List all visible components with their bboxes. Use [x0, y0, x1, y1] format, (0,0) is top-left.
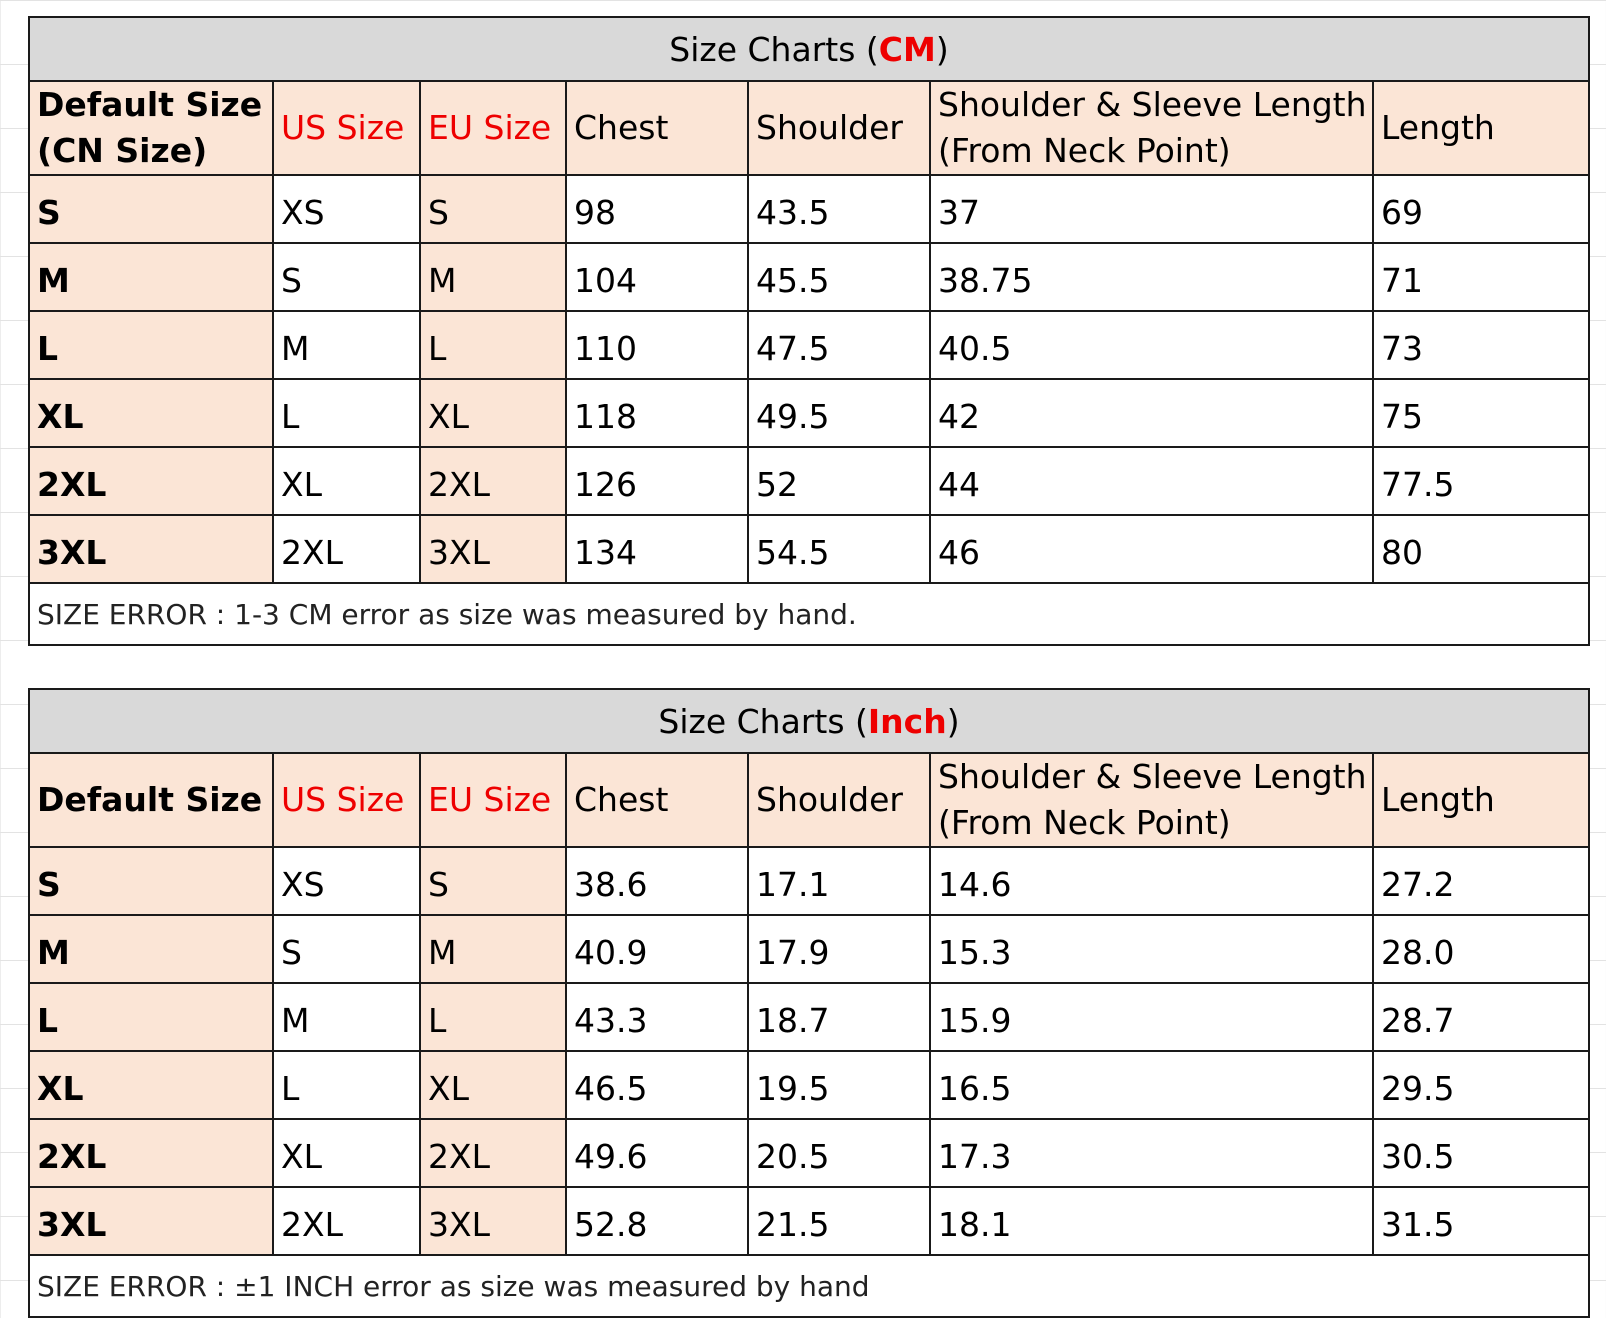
cell-default-size: XL	[29, 1051, 273, 1119]
cell-us-size: XL	[273, 447, 420, 515]
table-row	[29, 175, 1589, 243]
header-sleeve-length: Shoulder & Sleeve Length (From Neck Point)	[930, 753, 1373, 847]
cell-eu-size: L	[420, 983, 566, 1051]
cell-us-size: S	[273, 915, 420, 983]
cell-length: 27.2	[1373, 847, 1589, 915]
header-eu-size: EU Size	[420, 753, 566, 847]
table-row	[29, 1187, 1589, 1255]
cell-us-size: M	[273, 311, 420, 379]
cell-sleeve-length: 16.5	[930, 1051, 1373, 1119]
cell-shoulder: 18.7	[748, 983, 930, 1051]
cell-chest: 134	[566, 515, 748, 583]
cell-us-size: XS	[273, 847, 420, 915]
cell-length: 30.5	[1373, 1119, 1589, 1187]
cell-eu-size: 2XL	[420, 447, 566, 515]
cell-chest: 126	[566, 447, 748, 515]
cell-sleeve-length: 17.3	[930, 1119, 1373, 1187]
cell-sleeve-length: 18.1	[930, 1187, 1373, 1255]
note-row	[29, 583, 1589, 645]
table-row	[29, 379, 1589, 447]
cell-length: 28.0	[1373, 915, 1589, 983]
header-length: Length	[1373, 81, 1589, 175]
cell-eu-size: S	[420, 175, 566, 243]
header-chest: Chest	[566, 81, 748, 175]
cell-shoulder: 45.5	[748, 243, 930, 311]
cell-chest: 110	[566, 311, 748, 379]
header-shoulder: Shoulder	[748, 753, 930, 847]
cell-default-size: S	[29, 175, 273, 243]
cell-us-size: L	[273, 379, 420, 447]
cell-shoulder: 43.5	[748, 175, 930, 243]
cell-chest: 46.5	[566, 1051, 748, 1119]
table-row	[29, 515, 1589, 583]
cell-sleeve-length: 15.3	[930, 915, 1373, 983]
table-row	[29, 1119, 1589, 1187]
header-eu-size: EU Size	[420, 81, 566, 175]
cell-us-size: L	[273, 1051, 420, 1119]
header-row	[29, 753, 1589, 847]
cell-eu-size: XL	[420, 379, 566, 447]
cell-us-size: S	[273, 243, 420, 311]
cell-shoulder: 54.5	[748, 515, 930, 583]
cell-length: 69	[1373, 175, 1589, 243]
cell-sleeve-length: 38.75	[930, 243, 1373, 311]
table-row	[29, 1051, 1589, 1119]
cell-us-size: 2XL	[273, 515, 420, 583]
header-default-size: Default Size	[29, 753, 273, 847]
cell-chest: 49.6	[566, 1119, 748, 1187]
cell-length: 28.7	[1373, 983, 1589, 1051]
cell-default-size: XL	[29, 379, 273, 447]
table-row	[29, 847, 1589, 915]
header-us-size: US Size	[273, 81, 420, 175]
header-chest: Chest	[566, 753, 748, 847]
cell-sleeve-length: 14.6	[930, 847, 1373, 915]
header-us-size: US Size	[273, 753, 420, 847]
note-row	[29, 1255, 1589, 1317]
cell-eu-size: M	[420, 243, 566, 311]
cell-sleeve-length: 44	[930, 447, 1373, 515]
size-error-note: SIZE ERROR : ±1 INCH error as size was measured by hand	[29, 1255, 1589, 1317]
size-chart-inch	[28, 688, 1590, 1318]
cell-sleeve-length: 46	[930, 515, 1373, 583]
cell-eu-size: 3XL	[420, 1187, 566, 1255]
cell-length: 71	[1373, 243, 1589, 311]
cell-default-size: 2XL	[29, 1119, 273, 1187]
size-chart-cm	[28, 16, 1590, 646]
cell-shoulder: 19.5	[748, 1051, 930, 1119]
cell-chest: 38.6	[566, 847, 748, 915]
cell-shoulder: 49.5	[748, 379, 930, 447]
chart-title: Size Charts (CM)	[29, 17, 1589, 81]
cell-chest: 40.9	[566, 915, 748, 983]
table-row	[29, 243, 1589, 311]
cell-sleeve-length: 42	[930, 379, 1373, 447]
cell-chest: 118	[566, 379, 748, 447]
header-default-size: Default Size (CN Size)	[29, 81, 273, 175]
cell-default-size: 3XL	[29, 1187, 273, 1255]
cell-chest: 98	[566, 175, 748, 243]
header-sleeve-length: Shoulder & Sleeve Length (From Neck Point)	[930, 81, 1373, 175]
cell-sleeve-length: 15.9	[930, 983, 1373, 1051]
header-row	[29, 81, 1589, 175]
cell-shoulder: 17.9	[748, 915, 930, 983]
cell-length: 75	[1373, 379, 1589, 447]
cell-default-size: M	[29, 243, 273, 311]
cell-eu-size: M	[420, 915, 566, 983]
cell-length: 73	[1373, 311, 1589, 379]
cell-default-size: 3XL	[29, 515, 273, 583]
cell-sleeve-length: 37	[930, 175, 1373, 243]
table-row	[29, 983, 1589, 1051]
cell-sleeve-length: 40.5	[930, 311, 1373, 379]
size-error-note: SIZE ERROR : 1-3 CM error as size was measured by hand.	[29, 583, 1589, 645]
cell-chest: 104	[566, 243, 748, 311]
cell-us-size: XL	[273, 1119, 420, 1187]
cell-default-size: S	[29, 847, 273, 915]
header-length: Length	[1373, 753, 1589, 847]
cell-length: 80	[1373, 515, 1589, 583]
chart-title-unit: Inch	[867, 701, 947, 741]
cell-shoulder: 20.5	[748, 1119, 930, 1187]
chart-title-row	[29, 689, 1589, 753]
cell-eu-size: 2XL	[420, 1119, 566, 1187]
cell-shoulder: 21.5	[748, 1187, 930, 1255]
cell-length: 31.5	[1373, 1187, 1589, 1255]
cell-eu-size: XL	[420, 1051, 566, 1119]
cell-length: 29.5	[1373, 1051, 1589, 1119]
cell-default-size: 2XL	[29, 447, 273, 515]
chart-title-unit: CM	[878, 29, 936, 69]
cell-chest: 43.3	[566, 983, 748, 1051]
cell-shoulder: 52	[748, 447, 930, 515]
cell-default-size: M	[29, 915, 273, 983]
cell-default-size: L	[29, 311, 273, 379]
cell-shoulder: 47.5	[748, 311, 930, 379]
cell-default-size: L	[29, 983, 273, 1051]
chart-title: Size Charts (Inch)	[29, 689, 1589, 753]
table-row	[29, 447, 1589, 515]
cell-us-size: 2XL	[273, 1187, 420, 1255]
chart-title-row	[29, 17, 1589, 81]
cell-length: 77.5	[1373, 447, 1589, 515]
cell-us-size: M	[273, 983, 420, 1051]
cell-eu-size: L	[420, 311, 566, 379]
cell-eu-size: 3XL	[420, 515, 566, 583]
cell-shoulder: 17.1	[748, 847, 930, 915]
table-row	[29, 311, 1589, 379]
cell-us-size: XS	[273, 175, 420, 243]
table-row	[29, 915, 1589, 983]
cell-eu-size: S	[420, 847, 566, 915]
header-shoulder: Shoulder	[748, 81, 930, 175]
cell-chest: 52.8	[566, 1187, 748, 1255]
